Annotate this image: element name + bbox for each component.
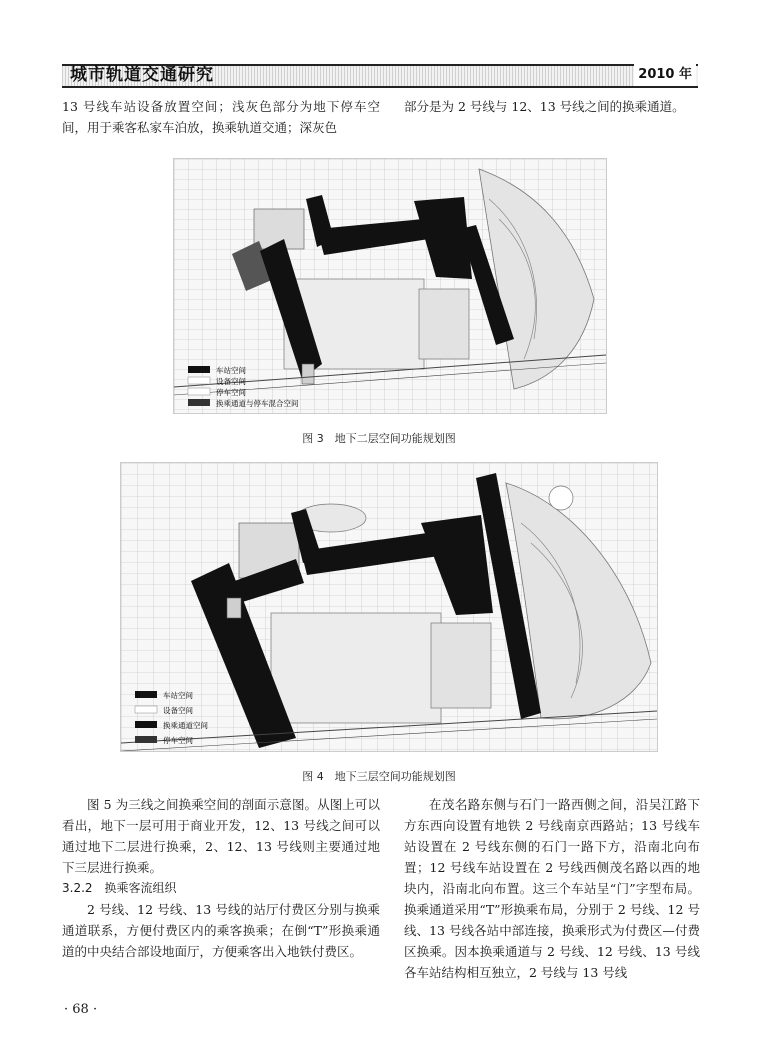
paragraph-transfer-flow: 2 号线、12 号线、13 号线的站厅付费区分别与换乘通道联系，方便付费区内的乘客换乘；在倒“T”形换乘通道的中央结合部设地面厅，方便乘客出入地铁付费区。 bbox=[62, 902, 380, 959]
page-number: · 68 · bbox=[64, 1002, 98, 1017]
top-text-left bbox=[62, 96, 380, 138]
paragraph-figure5: 图 5 为三线之间换乘空间的剖面示意图。从图上可以看出，地下一层可用于商业开发，12、13 号线之间可以通过地下二层进行换乘，2、12、13 号线则主要通过地下三层进行换乘。 bbox=[62, 797, 380, 875]
journal-name: 城市轨道交通研究 bbox=[70, 65, 214, 85]
figure-3-plan bbox=[173, 158, 607, 414]
fig4-legend-transfer: 换乘通道空间 bbox=[163, 721, 208, 730]
fig4-legend-station: 车站空间 bbox=[163, 691, 193, 700]
figure-4-drawing bbox=[121, 463, 657, 751]
fig3-legend-parking: 停车空间 bbox=[216, 388, 246, 397]
top-paragraph-right: 部分是为 2 号线与 12、13 号线之间的换乘通道。 bbox=[404, 99, 685, 114]
body-right-column bbox=[404, 794, 700, 983]
paragraph-station-layout: 在茂名路东侧与石门一路西侧之间，沿吴江路下方东西向设置有地铁 2 号线南京西路站；13 号线车站设置在 2 号线东侧的石门一路下方，沿南北向布置；12 号线车站设置在 2 号线西侧茂名路以西的地块内，沿南北向布置。这三个车站呈“门”字型布局。换乘通道采用“T”形换乘布局，分别于 2 号线、12 号线、13 号线各站中部连接，换乘形式为付费区—付费区换乘。因本换乘通道与 2 号线、12 号线、13 号线各车站结构相互独立，2 号线与 13 号线 bbox=[404, 797, 700, 980]
figure-4-plan bbox=[120, 462, 658, 752]
subsection-heading: 3.2.2 换乘客流组织 bbox=[62, 881, 177, 895]
journal-year: 2010 年 bbox=[634, 64, 696, 86]
body-left-column bbox=[62, 794, 380, 962]
fig4-legend-parking: 停车空间 bbox=[163, 736, 193, 745]
fig3-legend-mixed: 换乘通道与停车混合空间 bbox=[216, 399, 299, 408]
fig3-legend-station: 车站空间 bbox=[216, 366, 246, 375]
figure-4-caption: 图 4 地下三层空间功能规划图 bbox=[302, 770, 456, 783]
top-paragraph-left: 13 号线车站设备放置空间；浅灰色部分为地下停车空间，用于乘客私家车泊放，换乘轨道交通；深灰色 bbox=[62, 99, 380, 135]
top-text-right bbox=[404, 96, 700, 117]
fig3-legend-equipment: 设备空间 bbox=[216, 377, 246, 386]
fig4-legend-equipment: 设备空间 bbox=[163, 706, 193, 715]
figure-3-caption: 图 3 地下二层空间功能规划图 bbox=[302, 432, 456, 445]
